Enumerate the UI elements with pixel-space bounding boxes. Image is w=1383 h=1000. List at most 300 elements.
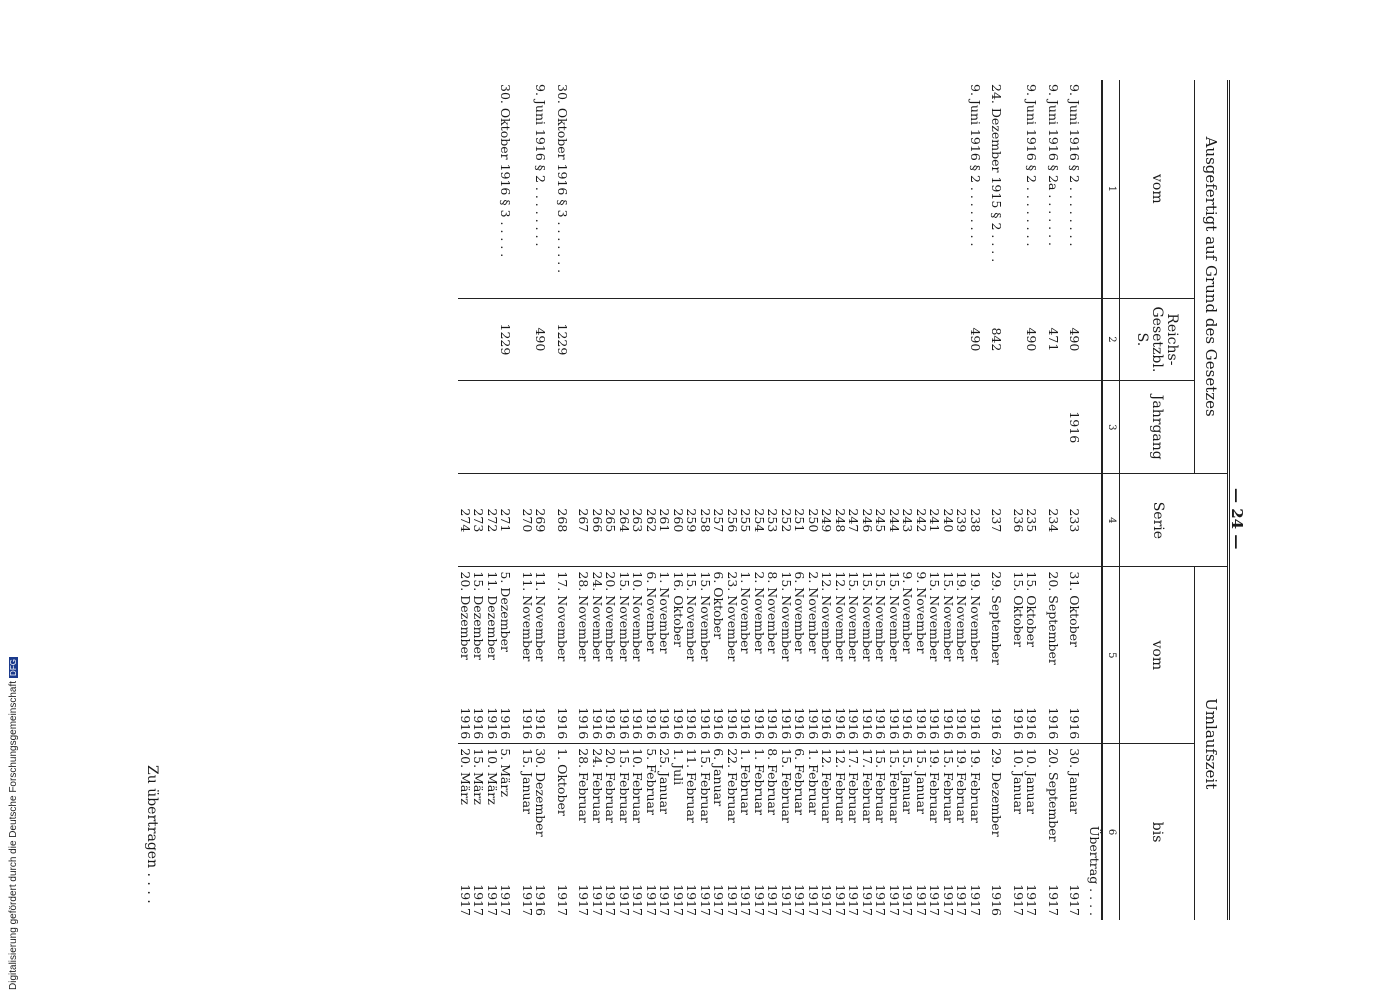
cell-rgbl-seite: 842 <box>990 298 1012 381</box>
cell-von <box>990 567 1012 744</box>
cell-rgbl-seite <box>685 298 699 381</box>
cell-bis <box>499 744 521 920</box>
cell-von-year: 1916 <box>859 707 875 740</box>
cell-gesetz-vom <box>712 80 726 298</box>
cell-bis-year: 1917 <box>554 884 570 916</box>
cell-von-date: 15. November <box>927 571 943 662</box>
cell-jahrgang <box>604 381 618 474</box>
cell-von <box>685 567 699 744</box>
cell-von-date: 11. November <box>533 571 549 662</box>
table-row <box>955 80 969 920</box>
cell-bis-date: 22. Februar <box>724 748 740 823</box>
cell-bis-year: 1917 <box>1045 884 1061 916</box>
cell-von-year: 1916 <box>1010 707 1026 740</box>
cell-von-year: 1916 <box>954 707 970 740</box>
table-row <box>928 80 942 920</box>
cell-serie: 252 <box>779 474 793 567</box>
cell-rgbl-seite <box>485 298 499 381</box>
cell-bis-date: 15. Januar <box>519 748 535 815</box>
col-bis-header: bis <box>1119 744 1194 920</box>
table-row <box>1025 80 1047 920</box>
cell-serie: 257 <box>712 474 726 567</box>
cell-von-date: 6. November <box>643 571 659 654</box>
cell-bis <box>914 744 928 920</box>
cell-von <box>941 567 955 744</box>
cell-jahrgang <box>577 381 591 474</box>
cell-von <box>590 567 604 744</box>
col-rgbl-header: Reichs-Gesetzbl. S. <box>1119 298 1194 381</box>
cell-von-year: 1916 <box>711 707 727 740</box>
cell-von-year: 1916 <box>1067 707 1083 740</box>
cell-jahrgang <box>555 381 577 474</box>
cell-bis-date: 19. Februar <box>927 748 943 823</box>
cell-serie: 245 <box>874 474 888 567</box>
col-serie-header: Serie <box>1119 474 1194 567</box>
cell-von <box>631 567 645 744</box>
cell-von <box>485 567 499 744</box>
cell-von-date: 12. November <box>832 571 848 662</box>
cell-bis-year: 1917 <box>900 884 916 916</box>
header-blank <box>1194 474 1228 567</box>
cell-von-date: 15. November <box>697 571 713 662</box>
cell-von-date: 19. November <box>954 571 970 662</box>
table-row <box>485 80 499 920</box>
circulation-table <box>458 80 1230 920</box>
uebertrag-label: Übertrag . . . . <box>1087 744 1102 920</box>
cell-bis-year: 1917 <box>873 884 889 916</box>
table-row <box>806 80 820 920</box>
cell-gesetz-vom <box>833 80 847 298</box>
table-row <box>698 80 712 920</box>
cell-bis-date: 15. Januar <box>900 748 916 815</box>
cell-bis-year: 1917 <box>886 884 902 916</box>
cell-bis <box>1046 744 1068 920</box>
cell-bis-year: 1917 <box>519 884 535 916</box>
cell-bis-date: 19. Februar <box>954 748 970 823</box>
cell-bis-date: 5. Februar <box>643 748 659 815</box>
cell-bis-date: 10. März <box>484 748 500 805</box>
cell-von-date: 1. November <box>738 571 754 654</box>
cell-serie: 242 <box>914 474 928 567</box>
cell-bis-date: 20. September <box>1045 748 1061 842</box>
cell-von-date: 16. Oktober <box>670 571 686 648</box>
cell-bis <box>485 744 499 920</box>
cell-von-year: 1916 <box>471 707 487 740</box>
cell-rgbl-seite <box>901 298 915 381</box>
cell-von-date: 15. November <box>684 571 700 662</box>
table-row <box>555 80 577 920</box>
cell-von-date: 15. November <box>859 571 875 662</box>
cell-jahrgang <box>1046 381 1068 474</box>
cell-bis <box>458 744 472 920</box>
cell-von-year: 1916 <box>886 707 902 740</box>
cell-bis <box>847 744 861 920</box>
cell-serie: 247 <box>847 474 861 567</box>
header-column-row <box>1119 80 1194 920</box>
cell-bis <box>766 744 780 920</box>
table-row <box>887 80 901 920</box>
col-von-header: vom <box>1119 567 1194 744</box>
cell-bis-year: 1917 <box>576 884 592 916</box>
cell-von <box>725 567 739 744</box>
cell-serie: 243 <box>901 474 915 567</box>
cell-bis-date: 19. Februar <box>967 748 983 823</box>
cell-gesetz-vom <box>752 80 766 298</box>
header-number-row <box>1102 80 1120 920</box>
cell-gesetz-vom <box>847 80 861 298</box>
cell-rgbl-seite <box>712 298 726 381</box>
dfg-logo: DFG <box>9 659 18 676</box>
cell-von-date: 11. November <box>519 571 535 662</box>
cell-von-year: 1916 <box>819 707 835 740</box>
cell-bis-year: 1917 <box>711 884 727 916</box>
cell-gesetz-vom <box>485 80 499 298</box>
cell-bis <box>631 744 645 920</box>
cell-von-date: 11. Dezember <box>484 571 500 660</box>
cell-von-year: 1916 <box>846 707 862 740</box>
cell-von-date: 29. September <box>989 571 1005 665</box>
table-row <box>833 80 847 920</box>
cell-von-date: 20. September <box>1045 571 1061 665</box>
cell-von-year: 1916 <box>519 707 535 740</box>
cell-gesetz-vom <box>617 80 631 298</box>
cell-jahrgang <box>914 381 928 474</box>
cell-gesetz-vom: 9. Juni 1916 § 2 . . . . . . . . <box>533 84 549 247</box>
cell-jahrgang <box>990 381 1012 474</box>
cell-bis <box>941 744 955 920</box>
cell-bis-year: 1917 <box>697 884 713 916</box>
cell-von-date: 12. November <box>819 571 835 662</box>
cell-von-date: 10. November <box>630 571 646 662</box>
cell-von-date: 6. November <box>792 571 808 654</box>
cell-bis-year: 1917 <box>484 884 500 916</box>
cell-von-date: 15. November <box>873 571 889 662</box>
cell-bis-date: 12. Februar <box>832 748 848 823</box>
cell-jahrgang <box>658 381 672 474</box>
cell-von <box>793 567 807 744</box>
cell-jahrgang <box>472 381 486 474</box>
cell-von-date: 24. November <box>589 571 605 662</box>
cell-von-year: 1916 <box>765 707 781 740</box>
cell-bis <box>874 744 888 920</box>
cell-gesetz-vom <box>914 80 928 298</box>
table-row <box>779 80 793 920</box>
cell-serie: 269 <box>534 474 556 567</box>
col-jahrgang-header: Jahrgang <box>1119 381 1194 474</box>
table-row <box>847 80 861 920</box>
cell-gesetz-vom <box>472 80 486 298</box>
cell-serie: 259 <box>685 474 699 567</box>
table-body <box>458 80 1102 920</box>
cell-von <box>604 567 618 744</box>
table-row <box>941 80 955 920</box>
cell-bis-date: 28. Februar <box>576 748 592 823</box>
table-row <box>990 80 1012 920</box>
cell-rgbl-seite <box>955 298 969 381</box>
cell-von-year: 1916 <box>989 707 1005 740</box>
table-row <box>631 80 645 920</box>
cell-bis-year: 1917 <box>832 884 848 916</box>
cell-von-date: 28. November <box>576 571 592 662</box>
cell-rgbl-seite <box>458 298 472 381</box>
cell-jahrgang <box>820 381 834 474</box>
cell-bis-date: 30. Januar <box>1067 748 1083 815</box>
cell-bis-date: 17. Februar <box>846 748 862 823</box>
cell-bis-year: 1917 <box>792 884 808 916</box>
cell-bis <box>806 744 820 920</box>
cell-von <box>847 567 861 744</box>
cell-von <box>955 567 969 744</box>
cell-von-year: 1916 <box>684 707 700 740</box>
cell-jahrgang <box>725 381 739 474</box>
cell-von-year: 1916 <box>873 707 889 740</box>
table-row <box>590 80 604 920</box>
cell-serie: 233 <box>1068 474 1088 567</box>
table-row <box>725 80 739 920</box>
cell-serie: 271 <box>499 474 521 567</box>
cell-bis-date: 1. Februar <box>805 748 821 815</box>
cell-bis <box>1068 744 1088 920</box>
table-row <box>617 80 631 920</box>
cell-bis-year: 1917 <box>684 884 700 916</box>
cell-bis-date: 6. Januar <box>711 748 727 807</box>
cell-von <box>520 567 534 744</box>
cell-gesetz-vom <box>671 80 685 298</box>
cell-von-date: 6. Oktober <box>711 571 727 640</box>
cell-rgbl-seite <box>793 298 807 381</box>
cell-bis-date: 5. März <box>498 748 514 797</box>
cell-bis <box>752 744 766 920</box>
cell-von <box>779 567 793 744</box>
table-row <box>820 80 834 920</box>
cell-rgbl-seite <box>698 298 712 381</box>
cell-serie: 265 <box>604 474 618 567</box>
cell-serie: 266 <box>590 474 604 567</box>
cell-bis <box>555 744 577 920</box>
cell-rgbl-seite <box>820 298 834 381</box>
cell-von <box>887 567 901 744</box>
cell-bis <box>1011 744 1025 920</box>
cell-rgbl-seite: 1229 <box>555 298 577 381</box>
cell-serie: 251 <box>793 474 807 567</box>
cell-jahrgang <box>901 381 915 474</box>
cell-gesetz-vom <box>590 80 604 298</box>
cell-serie: 249 <box>820 474 834 567</box>
cell-bis <box>590 744 604 920</box>
cell-rgbl-seite <box>658 298 672 381</box>
cell-bis <box>739 744 753 920</box>
table-row <box>472 80 486 920</box>
cell-bis <box>928 744 942 920</box>
cell-jahrgang <box>534 381 556 474</box>
cell-jahrgang <box>1025 381 1047 474</box>
cell-bis <box>604 744 618 920</box>
cell-bis <box>725 744 739 920</box>
cell-von-year: 1916 <box>792 707 808 740</box>
cell-von <box>1011 567 1025 744</box>
cell-bis <box>617 744 631 920</box>
cell-bis <box>671 744 685 920</box>
cell-von-year: 1916 <box>913 707 929 740</box>
cell-von <box>968 567 990 744</box>
cell-bis-year: 1917 <box>954 884 970 916</box>
cell-von <box>577 567 591 744</box>
table-row <box>752 80 766 920</box>
credit-text: Digitalisierung gefördert durch die Deutsche Forschungsgemeinschaft <box>8 680 19 990</box>
cell-gesetz-vom <box>779 80 793 298</box>
cell-bis-year: 1917 <box>457 884 473 916</box>
cell-von <box>555 567 577 744</box>
cell-bis <box>860 744 874 920</box>
cell-jahrgang <box>955 381 969 474</box>
cell-von-date: 19. November <box>967 571 983 662</box>
cell-gesetz-vom <box>458 80 472 298</box>
cell-von <box>766 567 780 744</box>
rotated-table-container <box>130 80 1230 920</box>
col-number: 5 <box>1102 567 1120 744</box>
cell-von-date: 20. Dezember <box>457 571 473 660</box>
cell-bis-year: 1917 <box>657 884 673 916</box>
cell-bis <box>472 744 486 920</box>
cell-von-date: 15. Oktober <box>1010 571 1026 648</box>
cell-von <box>739 567 753 744</box>
cell-bis-year: 1917 <box>724 884 740 916</box>
cell-gesetz-vom: 9. Juni 1916 § 2 . . . . . . . . <box>1067 84 1083 247</box>
cell-jahrgang <box>766 381 780 474</box>
cell-bis-date: 15. März <box>471 748 487 805</box>
cell-rgbl-seite <box>766 298 780 381</box>
cell-von-date: 15. Oktober <box>1024 571 1040 648</box>
cell-serie: 236 <box>1011 474 1025 567</box>
cell-jahrgang <box>887 381 901 474</box>
cell-jahrgang <box>617 381 631 474</box>
cell-rgbl-seite <box>806 298 820 381</box>
cell-gesetz-vom <box>887 80 901 298</box>
cell-bis-date: 15. Februar <box>697 748 713 823</box>
cell-jahrgang <box>685 381 699 474</box>
cell-gesetz-vom <box>928 80 942 298</box>
cell-bis-date: 1. Februar <box>738 748 754 815</box>
cell-serie: 239 <box>955 474 969 567</box>
cell-serie: 240 <box>941 474 955 567</box>
cell-jahrgang <box>793 381 807 474</box>
cell-serie: 274 <box>458 474 472 567</box>
cell-bis-year: 1917 <box>913 884 929 916</box>
cell-von-date: 15. November <box>940 571 956 662</box>
cell-gesetz-vom: 30. Oktober 1916 § 3 . . . . . . . <box>554 84 570 274</box>
cell-von-year: 1916 <box>724 707 740 740</box>
cell-gesetz-vom: 30. Oktober 1916 § 3 . . . . . <box>498 84 514 258</box>
cell-jahrgang <box>520 381 534 474</box>
col-number: 3 <box>1102 381 1120 474</box>
cell-von-year: 1916 <box>778 707 794 740</box>
cell-rgbl-seite <box>874 298 888 381</box>
table-row <box>458 80 472 920</box>
cell-von <box>644 567 658 744</box>
cell-gesetz-vom <box>955 80 969 298</box>
cell-serie: 255 <box>739 474 753 567</box>
cell-rgbl-seite <box>671 298 685 381</box>
cell-rgbl-seite <box>887 298 901 381</box>
cell-gesetz-vom: 9. Juni 1916 § 2 . . . . . . . . <box>1024 84 1040 247</box>
cell-von <box>1046 567 1068 744</box>
cell-gesetz-vom <box>685 80 699 298</box>
cell-von <box>1025 567 1047 744</box>
cell-rgbl-seite <box>472 298 486 381</box>
cell-von <box>658 567 672 744</box>
table-row <box>766 80 780 920</box>
table-row <box>874 80 888 920</box>
cell-von <box>752 567 766 744</box>
cell-gesetz-vom <box>860 80 874 298</box>
cell-rgbl-seite: 490 <box>1025 298 1047 381</box>
cell-von-year: 1916 <box>643 707 659 740</box>
cell-jahrgang <box>499 381 521 474</box>
table-row <box>793 80 807 920</box>
col-number: 2 <box>1102 298 1120 381</box>
cell-von <box>914 567 928 744</box>
cell-serie: 238 <box>968 474 990 567</box>
cell-von-date: 15. November <box>846 571 862 662</box>
carry-forward-label: Zu übertragen . . . . <box>144 765 160 904</box>
cell-von-date: 15. Dezember <box>471 571 487 660</box>
cell-von-date: 2. November <box>805 571 821 654</box>
cell-bis-year: 1916 <box>533 884 549 916</box>
cell-serie: 263 <box>631 474 645 567</box>
cell-bis-year: 1917 <box>603 884 619 916</box>
cell-rgbl-seite <box>752 298 766 381</box>
cell-jahrgang <box>712 381 726 474</box>
cell-rgbl-seite <box>847 298 861 381</box>
cell-bis-date: 10. Februar <box>630 748 646 823</box>
cell-bis-date: 24. Februar <box>589 748 605 823</box>
cell-bis-year: 1917 <box>805 884 821 916</box>
cell-rgbl-seite <box>631 298 645 381</box>
cell-bis <box>534 744 556 920</box>
cell-von <box>499 567 521 744</box>
cell-bis <box>644 744 658 920</box>
cell-serie: 267 <box>577 474 591 567</box>
cell-von-date: 23. November <box>724 571 740 662</box>
cell-bis-year: 1917 <box>846 884 862 916</box>
cell-jahrgang <box>928 381 942 474</box>
uebertrag-row <box>1087 80 1102 920</box>
cell-rgbl-seite: 471 <box>1046 298 1068 381</box>
cell-serie: 258 <box>698 474 712 567</box>
cell-rgbl-seite <box>928 298 942 381</box>
cell-serie: 246 <box>860 474 874 567</box>
cell-von-date: 8. November <box>765 571 781 654</box>
cell-serie: 260 <box>671 474 685 567</box>
cell-gesetz-vom <box>874 80 888 298</box>
cell-serie: 248 <box>833 474 847 567</box>
cell-serie: 268 <box>555 474 577 567</box>
cell-bis-date: 1. Juli <box>670 748 686 786</box>
table-row <box>712 80 726 920</box>
cell-von-date: 9. November <box>900 571 916 654</box>
cell-von <box>617 567 631 744</box>
cell-bis-year: 1917 <box>1067 884 1083 916</box>
cell-bis-year: 1917 <box>940 884 956 916</box>
cell-jahrgang <box>941 381 955 474</box>
cell-serie: 244 <box>887 474 901 567</box>
cell-bis <box>968 744 990 920</box>
cell-serie: 256 <box>725 474 739 567</box>
cell-von-date: 5. Dezember <box>498 571 514 652</box>
cell-bis-date: 20. Februar <box>603 748 619 823</box>
cell-von-year: 1916 <box>751 707 767 740</box>
cell-rgbl-seite: 490 <box>534 298 556 381</box>
